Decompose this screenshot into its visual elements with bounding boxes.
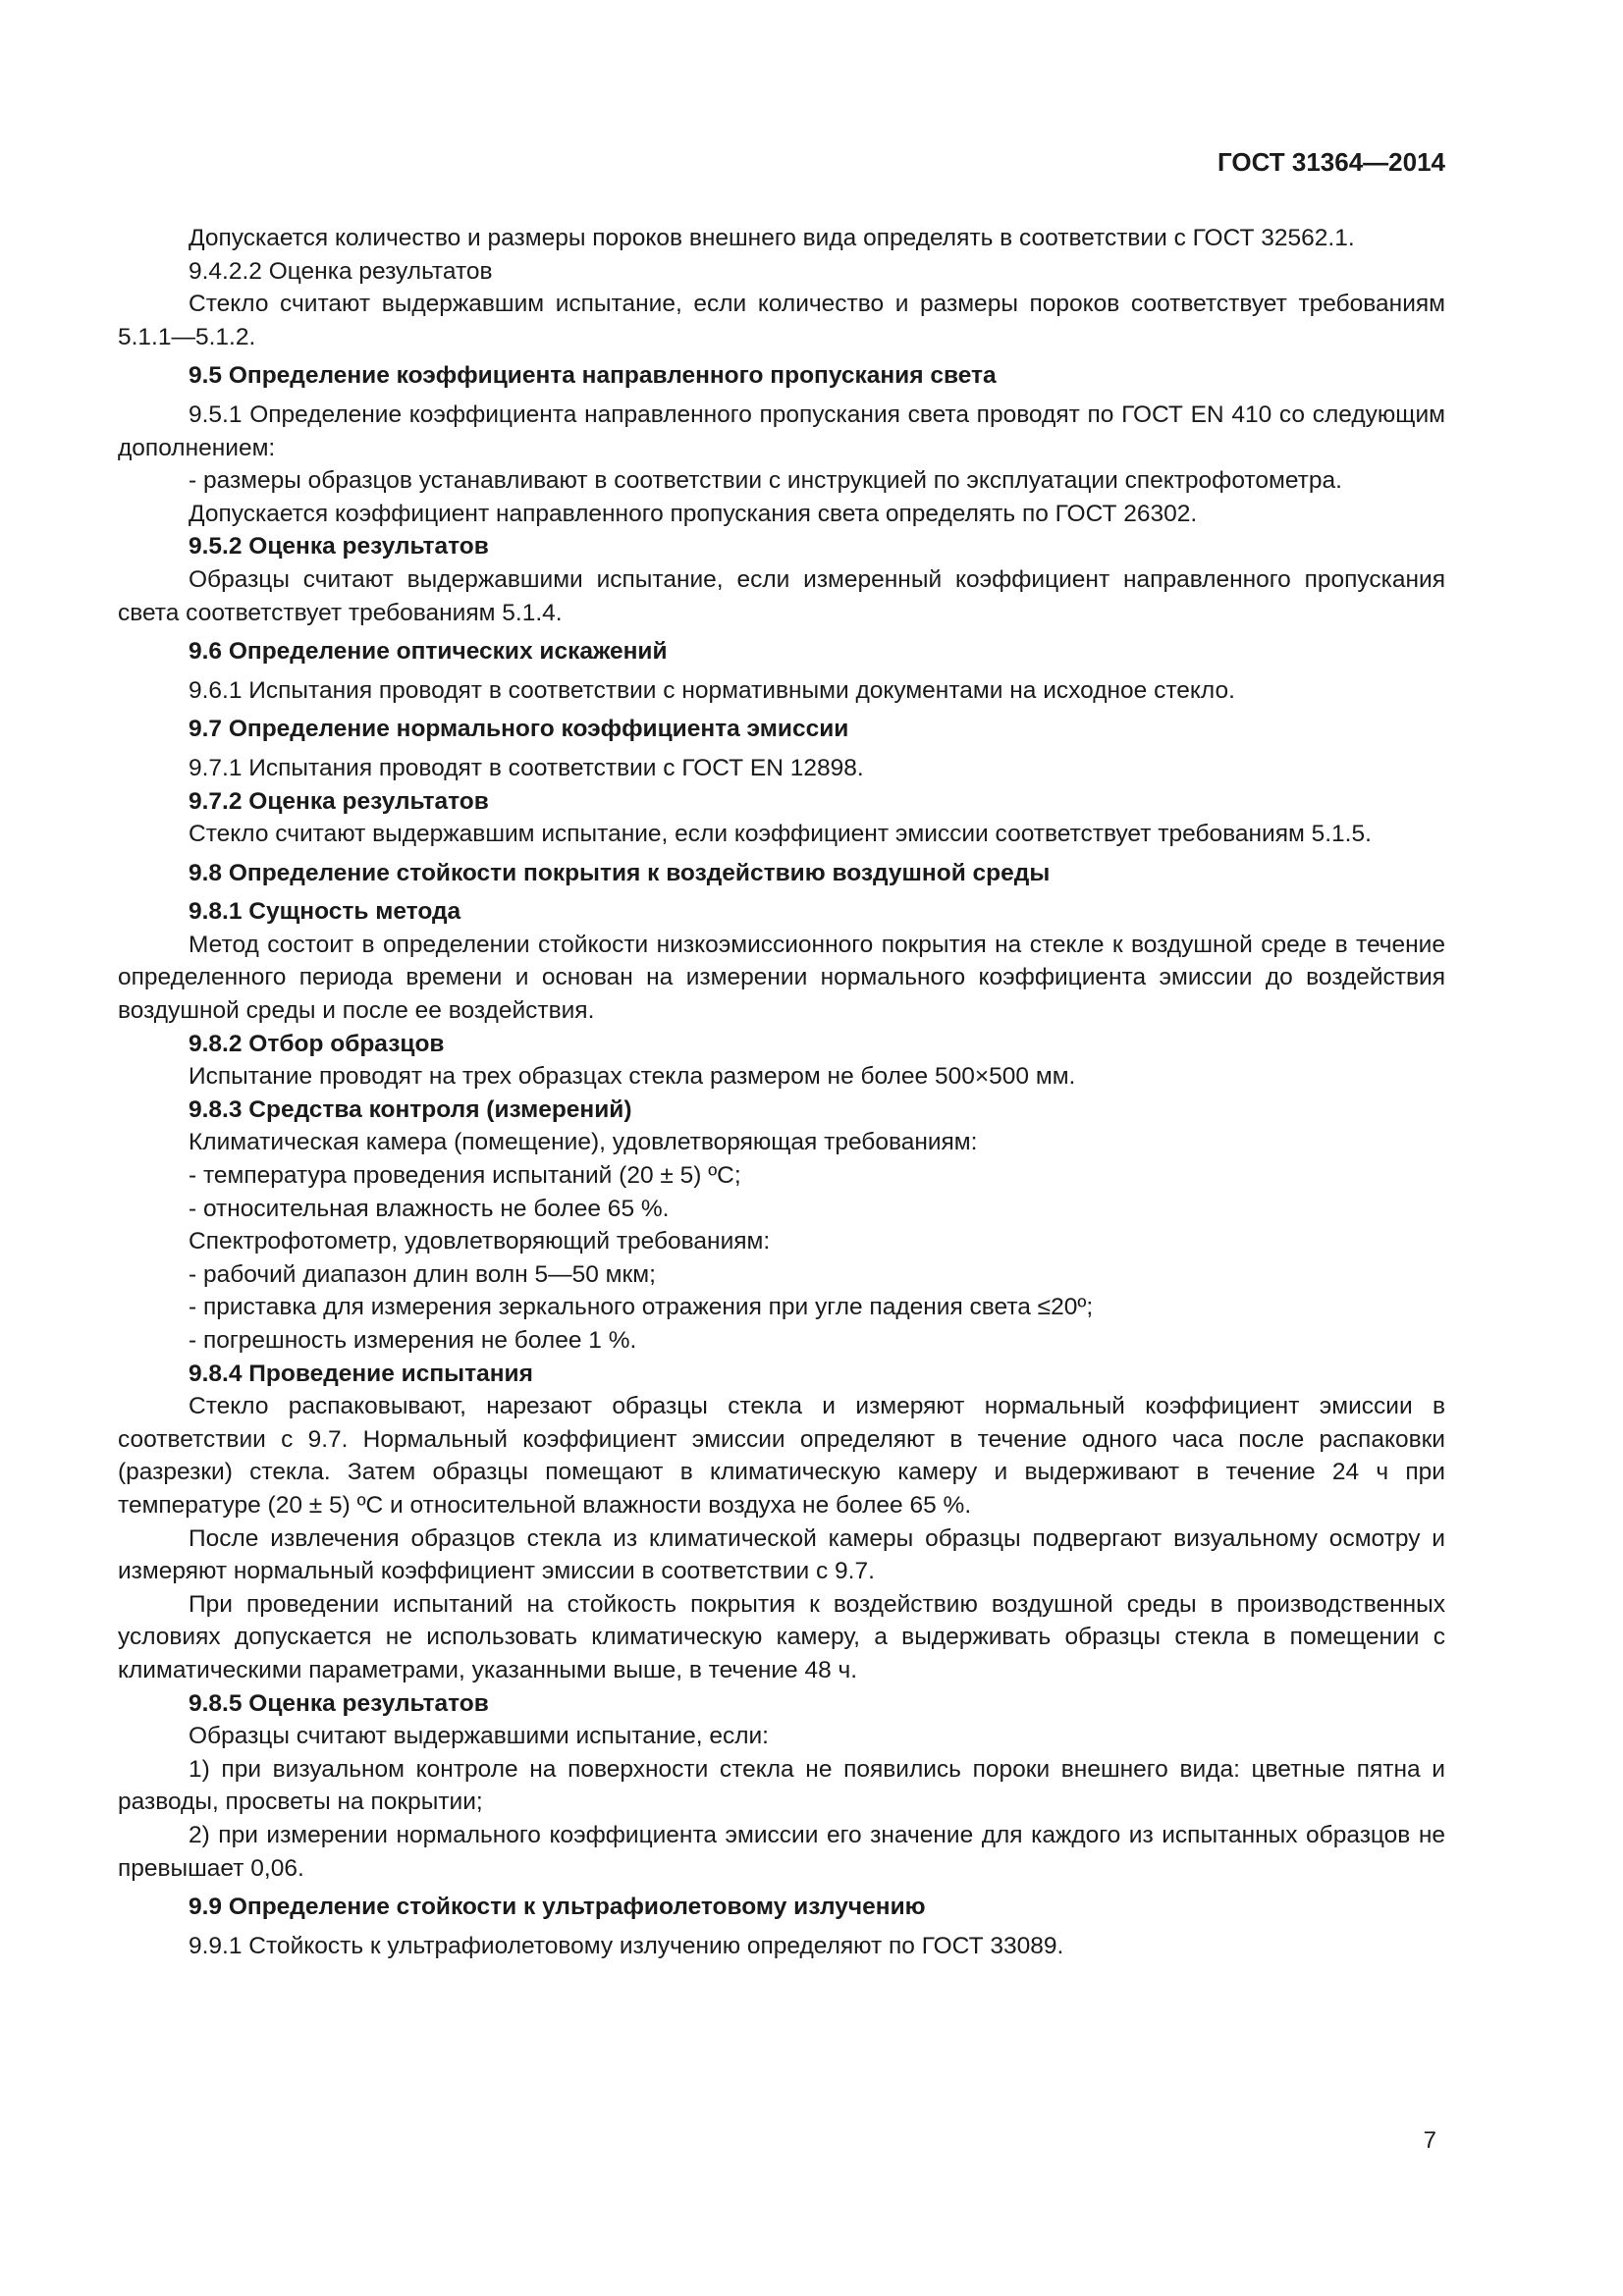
list-item: - температура проведения испытаний (20 ± 5) ºС; — [189, 1162, 741, 1190]
list-item: - размеры образцов устанавливают в соответствии с инструкцией по эксплуатации спектрофотометра. — [189, 467, 1342, 495]
section-heading: 9.5 Определение коэффициента направленного пропускания света — [189, 362, 997, 390]
list-item: 1) при визуальном контроле на поверхности стекла не появились пороки внешнего вида: цветные пятна и разводы, просветы на покрытии; — [118, 1755, 1445, 1816]
paragraph: Климатическая камера (помещение), удовлетворяющая требованиям: — [189, 1129, 978, 1156]
paragraph: Стекло распаковывают, нарезают образцы стекла и измеряют нормальный коэффициент эмиссии в соответствии с 9.7. Нормальный коэффициент эмиссии определяют в течение одного часа после распаковки (разрезки) стекла. Затем образцы помещают в климатическую камеру и выдерживают в течение 24 ч при температуре (20 ± 5) ºС и относительной влажности воздуха не более 65 %. — [118, 1393, 1445, 1519]
paragraph: Допускается количество и размеры пороков внешнего вида определять в соответствии с ГОСТ 32562.1. — [189, 225, 1355, 251]
subsection-heading: 9.7.2 Оценка результатов — [189, 787, 489, 815]
paragraph: Допускается коэффициент направленного пропускания света определять по ГОСТ 26302. — [189, 500, 1198, 527]
paragraph: 9.5.1 Определение коэффициента направленного пропускания света проводят по ГОСТ EN 410 со следующим дополнением: — [118, 400, 1445, 461]
subsection-heading: 9.5.2 Оценка результатов — [189, 533, 489, 561]
subsection-heading: 9.8.1 Сущность метода — [189, 898, 461, 926]
paragraph: Образцы считают выдержавшими испытание, если: — [189, 1723, 769, 1750]
list-item: - приставка для измерения зеркального отражения при угле падения света ≤20º; — [189, 1294, 1094, 1321]
subsection-heading: 9.8.2 Отбор образцов — [189, 1030, 445, 1057]
paragraph: Образцы считают выдержавшими испытание, если измеренный коэффициент направленного пропускания света соответствует требованиям 5.1.4. — [118, 565, 1445, 626]
list-item: 2) при измерении нормального коэффициента эмиссии его значение для каждого из испытанных образцов не превышает 0,06. — [118, 1821, 1445, 1882]
subsection-heading: 9.8.3 Средства контроля (измерений) — [189, 1095, 632, 1123]
page-number: 7 — [1423, 2127, 1436, 2154]
document-body — [118, 222, 1445, 1962]
paragraph: Испытание проводят на трех образцах стекла размером не более 500×500 мм. — [189, 1063, 1076, 1091]
paragraph: 9.7.1 Испытания проводят в соответствии с ГОСТ EN 12898. — [189, 754, 864, 781]
subsection-heading: 9.4.2.2 Оценка результатов — [189, 257, 493, 285]
paragraph: Стекло считают выдержавшим испытание, если коэффициент эмиссии соответствует требованиям 5.1.5. — [189, 821, 1372, 848]
list-item: - рабочий диапазон длин волн 5—50 мкм; — [189, 1260, 656, 1288]
paragraph: 9.6.1 Испытания проводят в соответствии с нормативными документами на исходное стекло. — [189, 676, 1235, 704]
section-heading: 9.8 Определение стойкости покрытия к воздействию воздушной среды — [189, 859, 1051, 886]
list-item: - относительная влажность не более 65 %. — [189, 1195, 670, 1222]
paragraph: Стекло считают выдержавшим испытание, если количество и размеры пороков соответствует требованиям 5.1.1—5.1.2. — [118, 291, 1445, 350]
document-header: ГОСТ 31364—2014 — [1217, 147, 1445, 177]
section-heading: 9.9 Определение стойкости к ультрафиолетовому излучению — [189, 1894, 926, 1921]
paragraph: После извлечения образцов стекла из климатической камеры образцы подвергают визуальному осмотру и измеряют нормальный коэффициент эмиссии в соответствии с 9.7. — [118, 1524, 1445, 1585]
section-heading: 9.6 Определение оптических искажений — [189, 638, 668, 666]
paragraph: При проведении испытаний на стойкость покрытия к воздействию воздушной среды в производственных условиях допускается не использовать климатическую камеру, а выдерживать образцы стекла в помещении с климатическими параметрами, указанными выше, в течение 48 ч. — [118, 1590, 1445, 1683]
section-heading: 9.7 Определение нормального коэффициента эмиссии — [189, 716, 849, 743]
subsection-heading: 9.8.4 Проведение испытания — [189, 1360, 533, 1387]
paragraph: Спектрофотометр, удовлетворяющий требованиям: — [189, 1228, 771, 1255]
list-item: - погрешность измерения не более 1 %. — [189, 1327, 637, 1354]
paragraph: 9.9.1 Стойкость к ультрафиолетовому излучению определяют по ГОСТ 33089. — [189, 1932, 1064, 1959]
subsection-heading: 9.8.5 Оценка результатов — [189, 1689, 489, 1717]
paragraph: Метод состоит в определении стойкости низкоэмиссионного покрытия на стекле к воздушной среде в течение определенного периода времени и основан на измерении нормального коэффициента эмиссии до воздействия воздушной среды и после ее воздействия. — [118, 931, 1445, 1025]
